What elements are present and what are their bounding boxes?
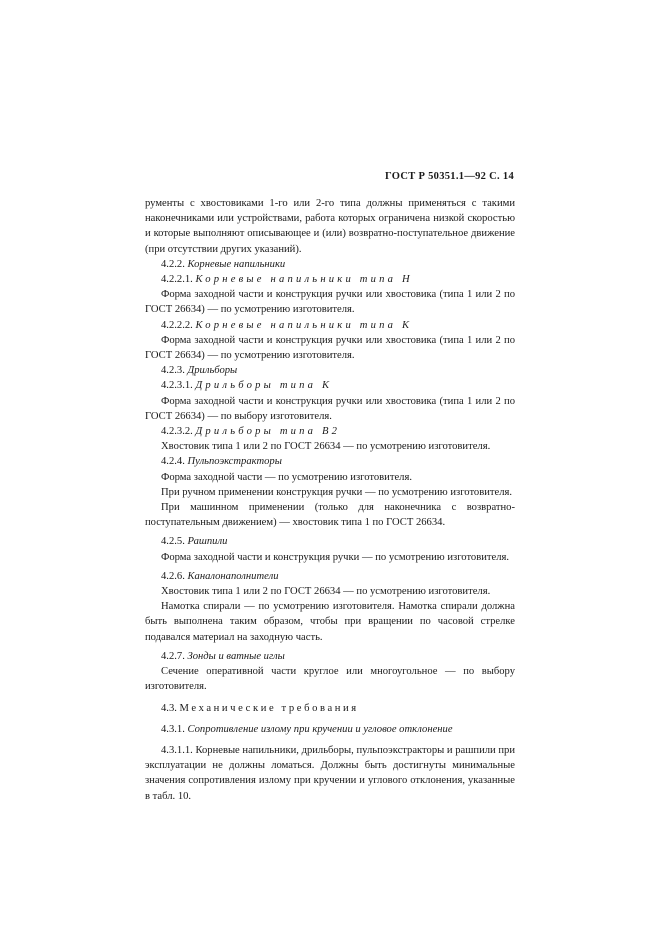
heading-number: 4.3. xyxy=(161,702,177,714)
heading-title: Сопротивление излому при кручении и угловое отклонение xyxy=(187,723,453,735)
paragraph-4-2-5: Форма заходной части и конструкция ручки — по усмотрению изготовителя. xyxy=(161,551,510,563)
heading-title: Корневые напильники типа К xyxy=(195,319,413,331)
heading-4-2-5 xyxy=(145,534,515,549)
page-header: ГОСТ Р 50351.1—92 С. 14 xyxy=(385,171,514,182)
heading-title: Корневые напильники xyxy=(187,258,286,270)
heading-title: Механические требования xyxy=(179,702,359,714)
document-body xyxy=(145,196,515,804)
heading-title: Пульпоэкстракторы xyxy=(187,456,282,468)
heading-title: Рашпили xyxy=(187,536,228,548)
heading-number: 4.2.2. xyxy=(161,258,185,270)
heading-number: 4.2.6. xyxy=(161,570,185,582)
paragraph-4-2-7: Сечение оперативной части круглое или многоугольное — по выбору изготовителя. xyxy=(145,666,515,693)
heading-title: Зонды и ватные иглы xyxy=(187,650,285,662)
heading-number: 4.3.1. xyxy=(161,723,185,735)
heading-title: Каналонаполнители xyxy=(187,570,279,582)
paragraph-4-2-3-1: Форма заходной части и конструкция ручки или хвостовика (типа 1 или 2 по ГОСТ 26634) — по выбору изготовителя. xyxy=(145,395,515,422)
paragraph-4-2-6-b: Намотка спирали — по усмотрению изготовителя. Намотка спирали должна быть выполнена таким образом, чтобы при вращении по часовой стрелке подавался материал на заходную часть. xyxy=(145,601,515,643)
heading-4-3-1 xyxy=(145,722,515,737)
heading-title: Корневые напильники типа Н xyxy=(195,274,413,286)
heading-4-2-7 xyxy=(145,649,515,664)
heading-number: 4.2.3. xyxy=(161,365,185,377)
heading-4-3 xyxy=(145,701,515,716)
heading-number: 4.2.5. xyxy=(161,536,185,548)
heading-4-2-3 xyxy=(145,363,515,378)
heading-number: 4.2.3.2. xyxy=(161,426,193,438)
heading-title: Дрильборы типа К xyxy=(195,380,333,392)
paragraph-4-3-1-1: 4.3.1.1. Корневые напильники, дрильборы, пульпоэкстракторы и рашпили при эксплуатации не должны ломаться. Должны быть достигнуты минимальные значения сопротивления излому при кручении и углового отклонения, указанные в табл. 10. xyxy=(145,744,515,802)
paragraph-4-2-3-2: Хвостовик типа 1 или 2 по ГОСТ 26634 — по усмотрению изготовителя. xyxy=(161,441,491,453)
paragraph-4-2-4-c: При машинном применении (только для наконечника с возвратно-поступательным движением) — хвостовик типа 1 по ГОСТ 26634. xyxy=(145,502,515,529)
heading-number: 4.2.2.2. xyxy=(161,319,193,331)
heading-number: 4.2.3.1. xyxy=(161,380,193,392)
heading-4-2-2-2 xyxy=(145,318,515,333)
heading-number: 4.2.2.1. xyxy=(161,274,193,286)
heading-number: 4.2.7. xyxy=(161,650,185,662)
paragraph-4-2-2-2: Форма заходной части и конструкция ручки или хвостовика (типа 1 или 2 по ГОСТ 26634) — по усмотрению изготовителя. xyxy=(145,334,515,362)
heading-4-2-2-1 xyxy=(145,272,515,287)
heading-number: 4.2.4. xyxy=(161,456,185,468)
heading-4-2-3-1 xyxy=(145,378,515,393)
heading-4-2-4 xyxy=(145,454,515,469)
paragraph-4-2-6-a: Хвостовик типа 1 или 2 по ГОСТ 26634 — по усмотрению изготовителя. xyxy=(161,586,491,598)
paragraph-4-2-4-a: Форма заходной части — по усмотрению изготовителя. xyxy=(161,471,412,483)
heading-title: Дрильборы xyxy=(187,365,238,377)
paragraph-intro: рументы с хвостовиками 1-го или 2-го типа должны применяться с такими наконечниками или устройствами, работа которых ограничена низкой скоростью и которые выполняют описывающее и (или) возвратно-поступательное движение (при отсутствии других указаний). xyxy=(145,198,515,255)
heading-title: Дрильборы типа В2 xyxy=(195,426,341,438)
paragraph-4-2-4-b: При ручном применении конструкция ручки — по усмотрению изготовителя. xyxy=(161,486,513,498)
heading-4-2-6 xyxy=(145,569,515,584)
heading-4-2-3-2 xyxy=(145,424,515,439)
heading-4-2-2 xyxy=(145,257,515,272)
paragraph-4-2-2-1: Форма заходной части и конструкция ручки или хвостовика (типа 1 или 2 по ГОСТ 26634) — по усмотрению изготовителя. xyxy=(145,289,515,316)
